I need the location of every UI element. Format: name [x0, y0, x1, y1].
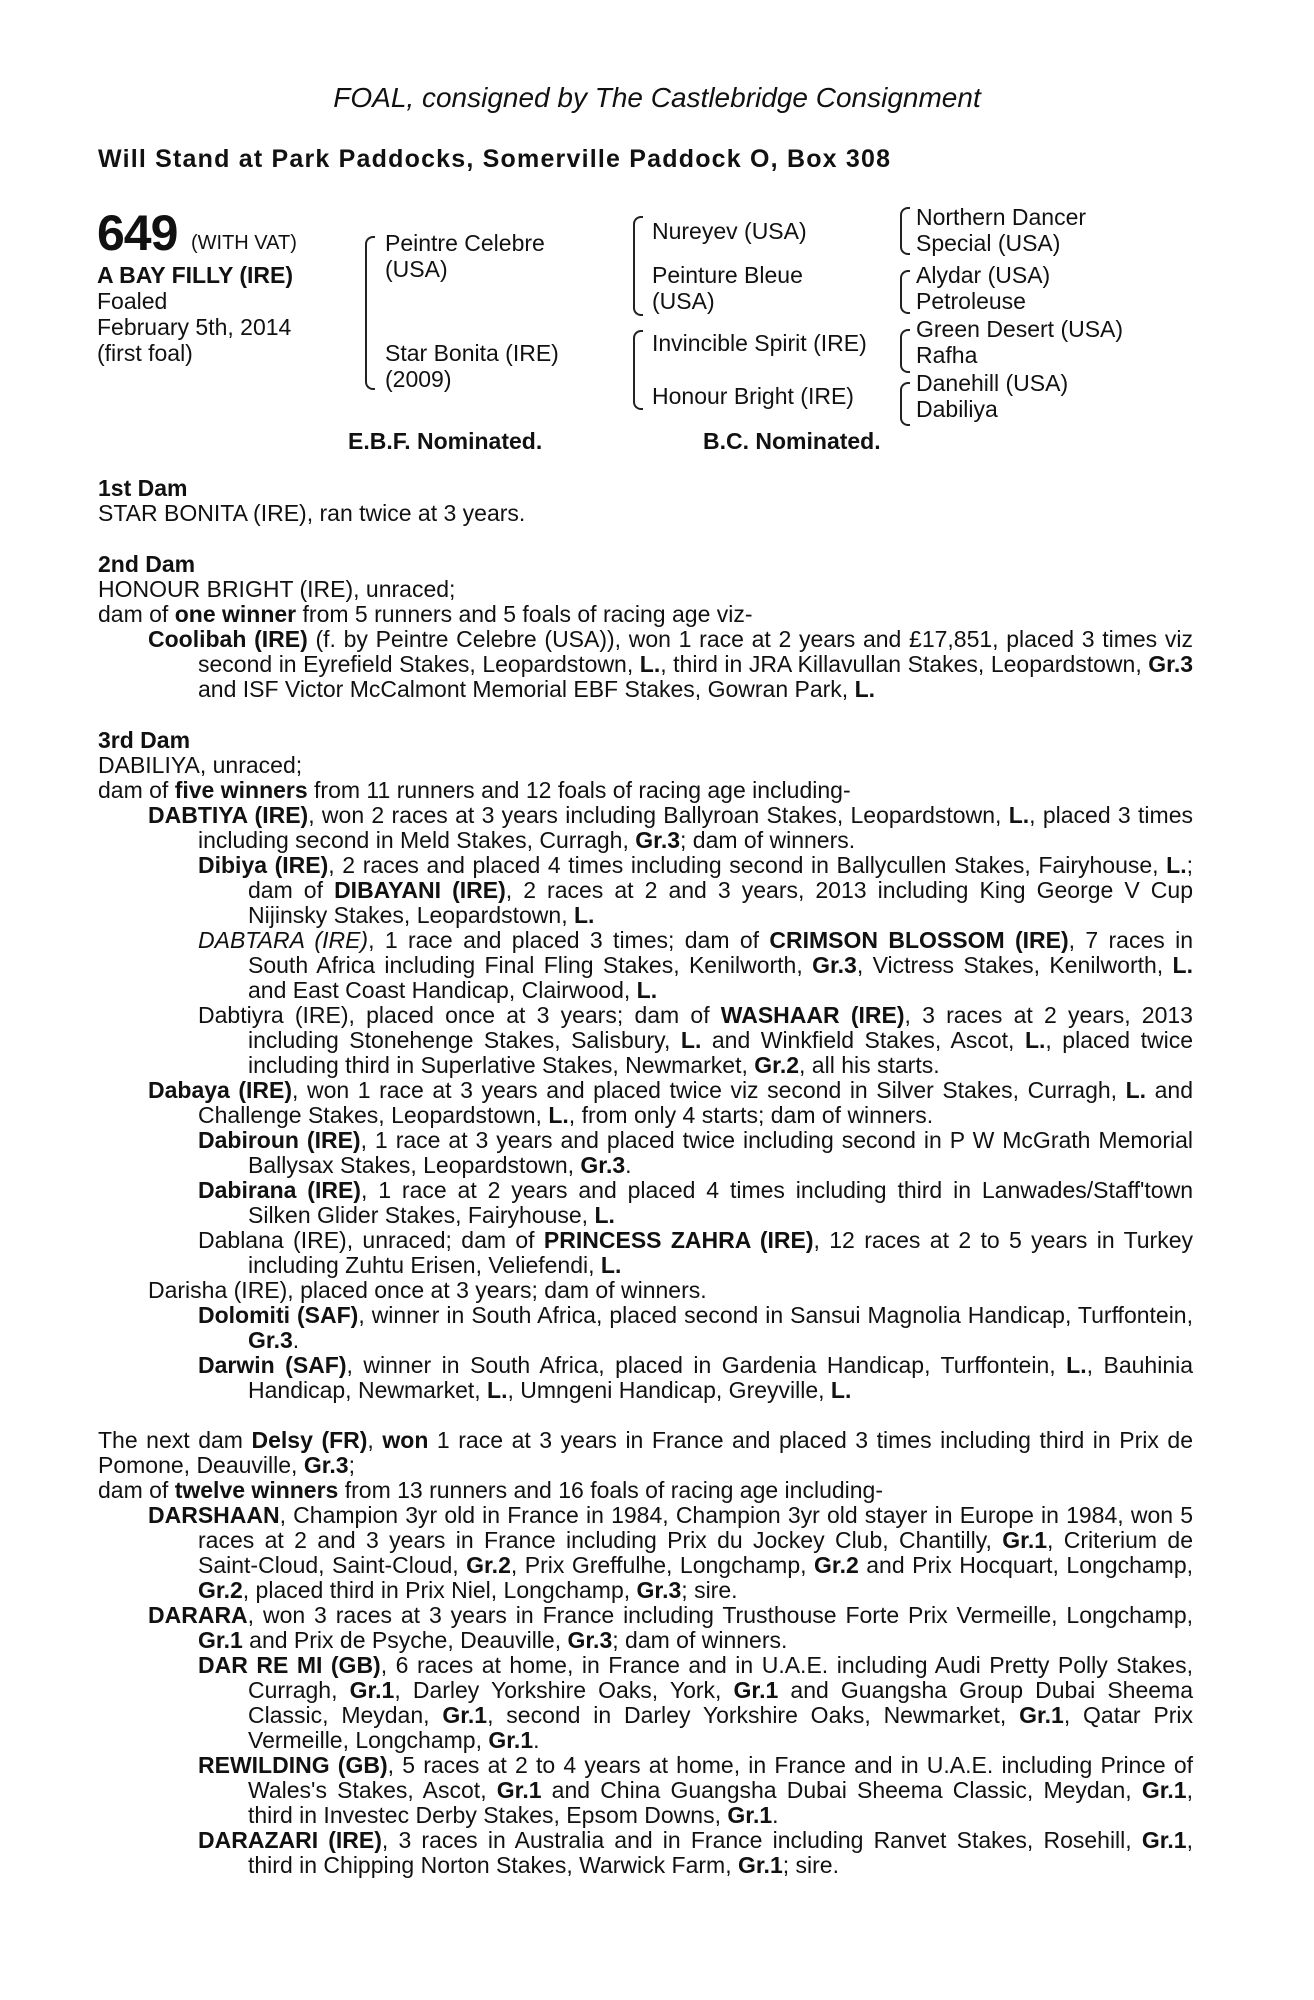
ds-dam: Rafha [916, 342, 978, 368]
page-title: FOAL, consigned by The Castlebridge Consignment [333, 82, 981, 113]
foaled-date: February 5th, 2014 [97, 314, 292, 340]
darisha-entry: Darisha (IRE), placed once at 3 years; dam of winners. [148, 1277, 707, 1303]
darazari-entry: DARAZARI (IRE), 3 races in Australia and in France including Ranvet Stakes, Rosehill, Gr.1, third in Chipping Norton Stakes, Warwick Farm, Gr.1; sire. [198, 1827, 1193, 1878]
dd-sire: Danehill (USA) [916, 370, 1069, 396]
sd-sire: Alydar (USA) [916, 262, 1051, 288]
coolibah-entry: Coolibah (IRE) (f. by Peintre Celebre (USA)), won 1 race at 2 years and £17,851, placed 3 times viz second in Eyrefield Stakes, Leopardstown, L., third in JRA Killavullan Stakes, Leopardstown, Gr.3 and ISF Victor McCalmont Memorial EBF Stakes, Gowran Park, L. [148, 626, 1194, 702]
second-dam-line2: dam of one winner from 5 runners and 5 foals of racing age viz- [98, 601, 753, 627]
dd-dam: Dabiliya [916, 396, 998, 422]
brace-parents [365, 236, 375, 390]
darara-entry: DARARA, won 3 races at 3 years in France including Trusthouse Forte Prix Vermeille, Longchamp, Gr.1 and Prix de Psyche, Deauville, Gr.3; dam of winners. [148, 1602, 1193, 1653]
ebf-nominated: E.B.F. Nominated. [348, 428, 543, 454]
brace-ds [900, 329, 910, 373]
sire-dam-line1: Peinture Bleue [652, 262, 803, 288]
brace-dam-parents [633, 330, 643, 410]
first-dam-text: STAR BONITA (IRE), ran twice at 3 years. [98, 500, 526, 526]
dolomiti-entry: Dolomiti (SAF), winner in South Africa, placed second in Sansui Magnolia Handicap, Turffontein, Gr.3. [198, 1302, 1193, 1353]
brace-sd [900, 270, 910, 314]
ss-sire: Northern Dancer [916, 204, 1087, 230]
dam-line1: Star Bonita (IRE) [385, 340, 559, 366]
dam-dam: Honour Bright (IRE) [652, 383, 854, 409]
first-foal-note: (first foal) [97, 340, 193, 366]
rewilding-entry: REWILDING (GB), 5 races at 2 to 4 years at home, in France and in U.A.E. including Prince of Wales's Stakes, Ascot, Gr.1 and China Guangsha Dubai Sheema Classic, Meydan, Gr.1, third in Investec Derby Stakes, Epsom Downs, Gr.1. [198, 1752, 1194, 1828]
foaled-label: Foaled [97, 288, 168, 314]
third-dam-section [98, 728, 1193, 1403]
sire-dam-line2: (USA) [652, 288, 715, 314]
dam-sire: Invincible Spirit (IRE) [652, 330, 867, 356]
sire-sire: Nureyev (USA) [652, 218, 807, 244]
dabtara-entry: DABTARA (IRE), 1 race and placed 3 times; dam of CRIMSON BLOSSOM (IRE), 7 races in South Africa including Final Fling Stakes, Kenilworth, Gr.3, Victress Stakes, Kenilworth, L. and East Coast Handicap, Clairwood, L. [198, 927, 1193, 1003]
second-dam-section [98, 552, 1193, 702]
stand-location: Will Stand at Park Paddocks, Somerville Paddock O, Box 308 [98, 145, 892, 173]
third-dam-line2: dam of five winners from 11 runners and 12 foals of racing age including- [98, 777, 851, 803]
bc-nominated: B.C. Nominated. [703, 428, 881, 454]
brace-sire-parents [633, 216, 643, 316]
sd-dam: Petroleuse [916, 288, 1026, 314]
ds-sire: Green Desert (USA) [916, 316, 1124, 342]
dabaya-entry: Dabaya (IRE), won 1 race at 3 years and placed twice viz second in Silver Stakes, Curragh, L. and Challenge Stakes, Leopardstown, L., from only 4 starts; dam of winners. [148, 1077, 1194, 1128]
third-dam-line1: DABILIYA, unraced; [98, 752, 303, 778]
dabirana-entry: Dabirana (IRE), 1 race at 2 years and placed 4 times including third in Lanwades/Staff'town Silken Glider Stakes, Fairyhouse, L. [198, 1177, 1193, 1228]
brace-ss [900, 207, 910, 255]
dabiroun-entry: Dabiroun (IRE), 1 race at 3 years and placed twice including second in P W McGrath Memorial Ballysax Stakes, Leopardstown, Gr.3. [198, 1127, 1193, 1178]
vat-note: (WITH VAT) [191, 232, 297, 254]
dabtiyra-entry: Dabtiyra (IRE), placed once at 3 years; dam of WASHAAR (IRE), 3 races at 2 years, 2013 including Stonehenge Stakes, Salisbury, L. and Winkfield Stakes, Ascot, L., placed twice including third in Superlative Stakes, Newmarket, Gr.2, all his starts. [198, 1002, 1193, 1078]
sire-line1: Peintre Celebre [385, 230, 545, 256]
dablana-entry: Dablana (IRE), unraced; dam of PRINCESS ZAHRA (IRE), 12 races at 2 to 5 years in Turkey including Zuhtu Erisen, Veliefendi, L. [198, 1227, 1194, 1278]
next-dam-produce: dam of twelve winners from 13 runners and 16 foals of racing age including- [98, 1477, 883, 1503]
dibiya-entry: Dibiya (IRE), 2 races and placed 4 times including second in Ballycullen Stakes, Fairyhouse, L.; dam of DIBAYANI (IRE), 2 races at 2 and 3 years, 2013 including King George V Cup Nijinsky Stakes, Leopardstown, L. [198, 852, 1193, 928]
next-dam-intro: The next dam Delsy (FR), won 1 race at 3 years in France and placed 3 times including third in Prix de Pomone, Deauville, Gr.3; [98, 1427, 1193, 1478]
dar-re-mi-entry: DAR RE MI (GB), 6 races at home, in France and in U.A.E. including Audi Pretty Polly Stakes, Curragh, Gr.1, Darley Yorkshire Oaks, York, Gr.1 and Guangsha Group Dubai Sheema Classic, Meydan, Gr.1, second in Darley Yorkshire Oaks, Newmarket, Gr.1, Qatar Prix Vermeille, Longchamp, Gr.1. [198, 1652, 1193, 1753]
dabtiya-entry: DABTIYA (IRE), won 2 races at 3 years including Ballyroan Stakes, Leopardstown, L., placed 3 times including second in Meld Stakes, Curragh, Gr.3; dam of winners. [148, 802, 1193, 853]
first-dam-heading: 1st Dam [98, 475, 188, 501]
sire-line2: (USA) [385, 256, 448, 282]
lot-name: A BAY FILLY (IRE) [97, 262, 293, 288]
second-dam-line1: HONOUR BRIGHT (IRE), unraced; [98, 576, 456, 602]
dam-line2: (2009) [385, 366, 452, 392]
lot-number: 649 [97, 205, 178, 261]
ss-dam: Special (USA) [916, 230, 1061, 256]
next-dam-section [98, 1428, 1193, 1878]
darwin-entry: Darwin (SAF), winner in South Africa, placed in Gardenia Handicap, Turffontein, L., Bauhinia Handicap, Newmarket, L., Umngeni Handicap, Greyville, L. [198, 1352, 1194, 1403]
third-dam-heading: 3rd Dam [98, 727, 191, 753]
first-dam-section [98, 476, 1193, 526]
darshaan-entry: DARSHAAN, Champion 3yr old in France in 1984, Champion 3yr old stayer in Europe in 1984, won 5 races at 2 and 3 years in France including Prix du Jockey Club, Chantilly, Gr.1, Criterium de Saint-Cloud, Saint-Cloud, Gr.2, Prix Greffulhe, Longchamp, Gr.2 and Prix Hocquart, Longchamp, Gr.2, placed third in Prix Niel, Longchamp, Gr.3; sire. [148, 1502, 1193, 1603]
second-dam-heading: 2nd Dam [98, 551, 196, 577]
brace-dd [900, 382, 910, 426]
